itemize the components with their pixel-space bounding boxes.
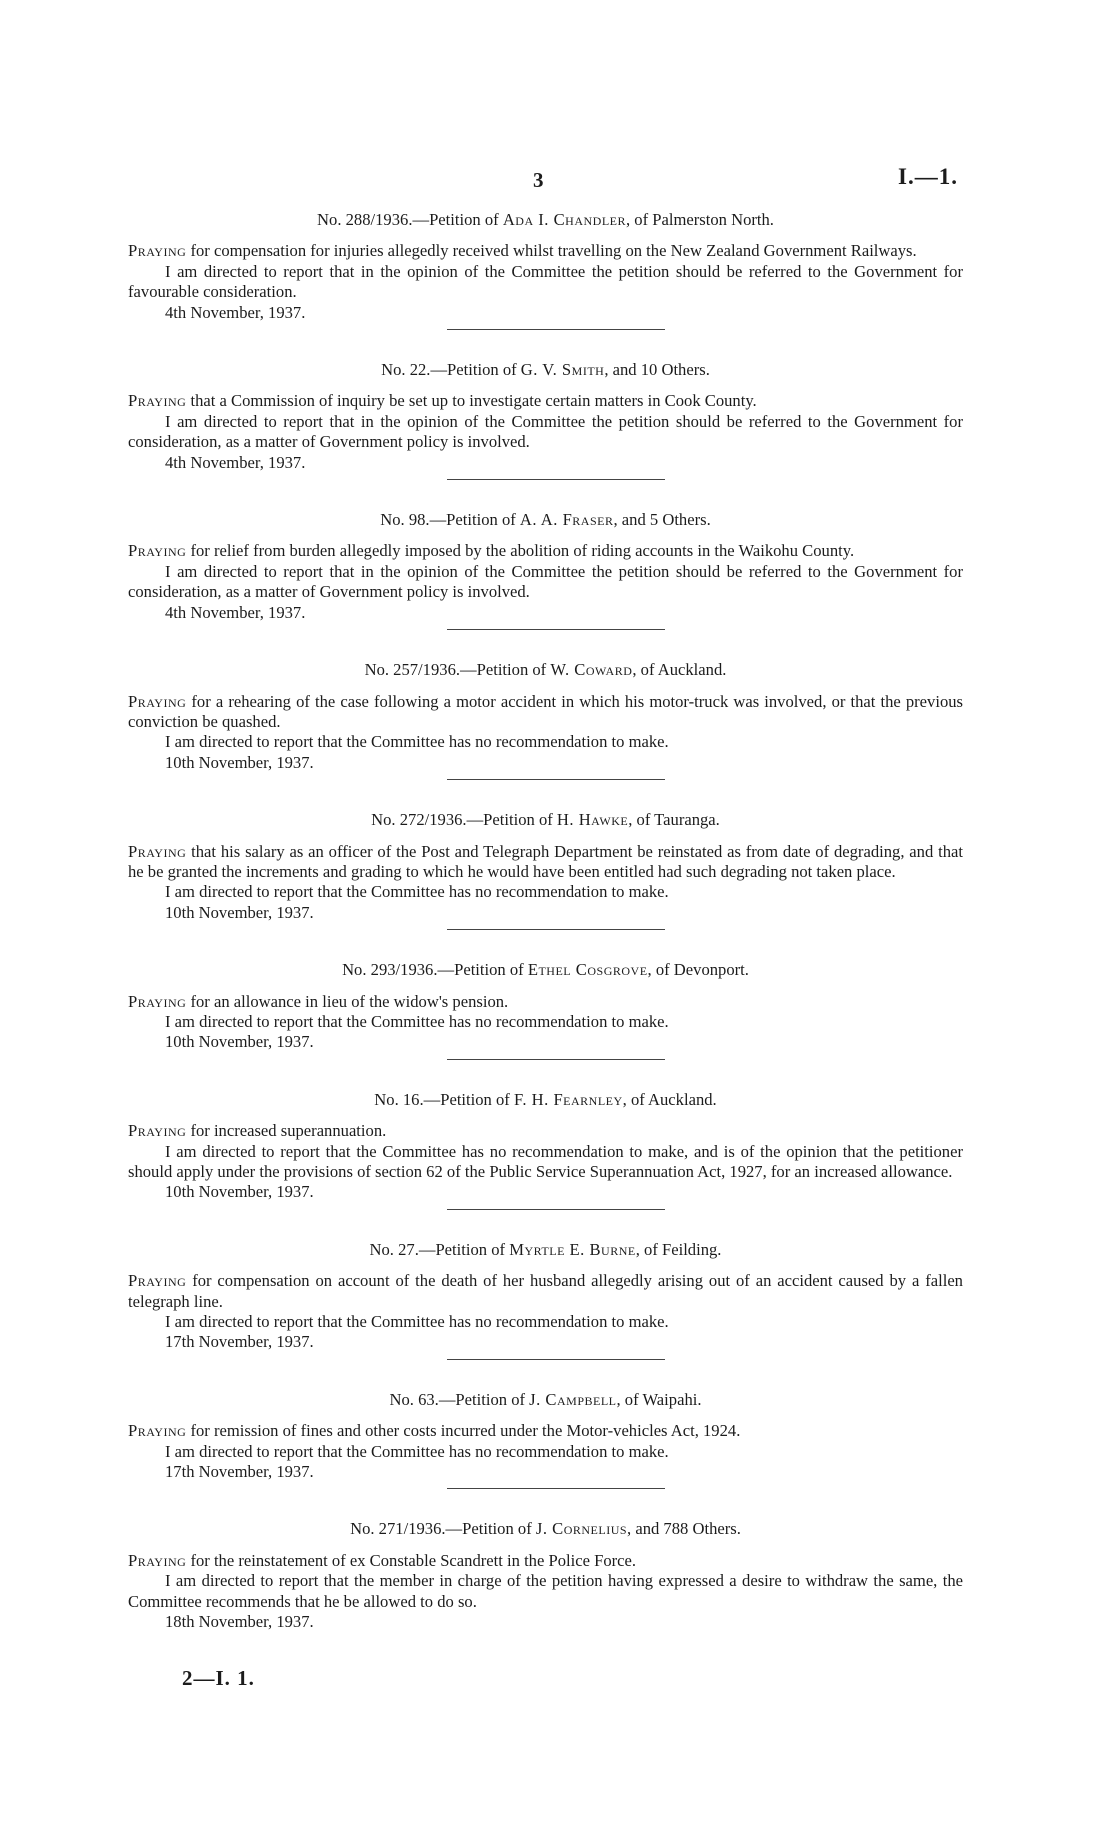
praying-word: Praying [128, 391, 187, 411]
petition-number: No. 63. [389, 1389, 439, 1409]
petition-prayer [128, 241, 963, 261]
committee-report: I am directed to report that the Committee has no recommendation to make. [165, 1312, 669, 1332]
section-divider [447, 1059, 665, 1060]
petition-entry [128, 360, 963, 480]
petitioner-location: , and 5 Others. [613, 510, 711, 530]
committee-report: I am directed to report that in the opinion of the Committee the petition should be referred to the Government for consideration, as a matter of Government policy is involved. [128, 561, 963, 602]
committee-report: I am directed to report that the member in charge of the petition having expressed a desire to withdraw the same, the Committee recommends that he be allowed to do so. [128, 1571, 963, 1611]
petition-prayer [128, 842, 963, 883]
committee-report: I am directed to report that the Committee has no recommendation to make. [165, 1011, 669, 1031]
petition-number: No. 271/1936. [350, 1519, 446, 1539]
petition-heading [128, 510, 963, 530]
praying-word: Praying [128, 1271, 187, 1291]
footer-reference: 2—I. 1. [182, 1666, 255, 1690]
petitioner-location: , of Waipahi. [616, 1389, 702, 1409]
report-date: 17th November, 1937. [165, 1332, 314, 1352]
praying-text: for an allowance in lieu of the widow's pension. [190, 991, 509, 1011]
petitioner-location: , of Tauranga. [628, 810, 720, 830]
petition-entry [128, 210, 963, 330]
petition-prayer [128, 1421, 963, 1441]
petition-number: No. 257/1936. [364, 660, 461, 680]
praying-text: for compensation on account of the death of her husband allegedly arising out of an accident caused by a fallen telegraph line. [128, 1271, 963, 1311]
praying-text: for increased superannuation. [190, 1121, 387, 1141]
petition-entry [128, 1390, 963, 1490]
petition-number: No. 293/1936. [342, 960, 438, 980]
petition-heading [128, 810, 963, 830]
petition-entry [128, 660, 963, 780]
report-date: 4th November, 1937. [165, 602, 306, 622]
petition-prayer [128, 1551, 963, 1571]
section-divider [447, 1359, 665, 1360]
petitioner-location: , of Auckland. [622, 1089, 717, 1109]
petitioner-location: , and 788 Others. [627, 1519, 741, 1539]
petitioner-name: W. Coward [550, 660, 633, 680]
petitioner-location: , and 10 Others. [604, 360, 710, 380]
petition-entry [128, 960, 963, 1060]
praying-word: Praying [128, 1550, 187, 1570]
page-number: 3 [533, 168, 544, 192]
petitioner-name: Ethel Cosgrove [527, 960, 648, 980]
report-date: 4th November, 1937. [165, 302, 306, 322]
praying-text: for a rehearing of the case following a motor accident in which his motor-truck was involved, or that the previous conviction be quashed. [128, 691, 963, 731]
petitioner-location: , of Devonport. [647, 960, 749, 980]
petition-of-text: —Petition of [418, 1239, 510, 1259]
praying-word: Praying [128, 1421, 187, 1441]
petitioner-name: J. Campbell [529, 1389, 617, 1409]
petitioner-location: , of Palmerston North. [626, 210, 774, 229]
petition-entry [128, 1240, 963, 1360]
petitioner-name: A. A. Fraser [519, 510, 614, 530]
petition-of-text: —Petition of [460, 660, 551, 680]
committee-report: I am directed to report that in the opinion of the Committee the petition should be referred to the Government for favourable consideration. [128, 261, 963, 302]
committee-report: I am directed to report that in the opinion of the Committee the petition should be referred to the Government for consideration, as a matter of Government policy is involved. [128, 411, 963, 452]
praying-word: Praying [128, 1121, 187, 1141]
praying-word: Praying [128, 691, 187, 711]
section-divider [447, 329, 665, 330]
report-date: 18th November, 1937. [165, 1612, 314, 1632]
report-date: 10th November, 1937. [165, 902, 314, 922]
petition-heading [128, 210, 963, 230]
petition-list [128, 210, 963, 1633]
petition-number: No. 288/1936. [317, 210, 413, 229]
section-divider [447, 479, 665, 480]
petition-prayer [128, 541, 963, 561]
petition-prayer [128, 1271, 963, 1312]
petition-of-text: —Petition of [423, 1089, 514, 1109]
petition-prayer [128, 992, 963, 1012]
document-reference: I.—1. [898, 164, 958, 189]
petition-number: No. 272/1936. [371, 810, 467, 830]
section-divider [447, 629, 665, 630]
praying-word: Praying [128, 841, 187, 861]
petition-heading [128, 360, 963, 380]
petitioner-name: Ada I. Chandler [502, 210, 626, 229]
petitioner-name: J. Cornelius [535, 1519, 628, 1539]
petition-of-text: —Petition of [412, 210, 503, 229]
petition-number: No. 16. [374, 1089, 424, 1109]
petition-heading [128, 1519, 963, 1539]
petition-entry [128, 510, 963, 630]
section-divider [447, 779, 665, 780]
praying-text: that his salary as an officer of the Post and Telegraph Department be reinstated as from date of degrading, and that he be granted the increments and grading to which he would have been entitled had such degrading not taken place. [128, 841, 963, 881]
section-divider [447, 929, 665, 930]
petition-of-text: —Petition of [430, 360, 521, 380]
petition-heading [128, 960, 963, 980]
petition-heading [128, 1390, 963, 1410]
report-date: 10th November, 1937. [165, 752, 314, 772]
praying-word: Praying [128, 241, 187, 261]
committee-report: I am directed to report that the Committee has no recommendation to make. [165, 882, 669, 902]
committee-report: I am directed to report that the Committee has no recommendation to make. [165, 732, 669, 752]
petitioner-name: G. V. Smith [520, 360, 605, 380]
petitioner-location: , of Auckland. [632, 660, 727, 680]
petition-of-text: —Petition of [437, 960, 528, 980]
petitioner-location: , of Feilding. [635, 1239, 722, 1259]
petitioner-name: H. Hawke [556, 810, 629, 830]
report-date: 4th November, 1937. [165, 452, 306, 472]
petition-heading [128, 660, 963, 680]
petition-prayer [128, 391, 963, 411]
petition-entry [128, 1519, 963, 1632]
petition-heading [128, 1240, 963, 1260]
committee-report: I am directed to report that the Committee has no recommendation to make, and is of the opinion that the petitioner should apply under the provisions of section 62 of the Public Service Superannuation Act, 1927, for an increased allowance. [128, 1141, 963, 1181]
report-date: 10th November, 1937. [165, 1182, 314, 1202]
petition-prayer [128, 1121, 963, 1141]
petition-entry [128, 1090, 963, 1210]
committee-report: I am directed to report that the Committee has no recommendation to make. [165, 1441, 669, 1461]
praying-text: for relief from burden allegedly imposed by the abolition of riding accounts in the Waikohu County. [190, 541, 855, 561]
petition-of-text: —Petition of [429, 510, 520, 530]
petition-heading [128, 1090, 963, 1110]
petition-number: No. 98. [380, 510, 430, 530]
petition-entry [128, 810, 963, 930]
petitioner-name: F. H. Fearnley [513, 1089, 623, 1109]
praying-word: Praying [128, 991, 187, 1011]
petition-of-text: —Petition of [466, 810, 557, 830]
report-date: 17th November, 1937. [165, 1462, 314, 1482]
petition-number: No. 27. [369, 1239, 419, 1259]
petitioner-name: Myrtle E. Burne [509, 1239, 636, 1259]
petition-number: No. 22. [381, 360, 431, 380]
praying-text: for compensation for injuries allegedly received whilst travelling on the New Zealand Government Railways. [190, 241, 917, 261]
petition-prayer [128, 692, 963, 733]
praying-word: Praying [128, 541, 187, 561]
petition-of-text: —Petition of [438, 1389, 530, 1409]
report-date: 10th November, 1937. [165, 1032, 314, 1052]
praying-text: that a Commission of inquiry be set up to investigate certain matters in Cook County. [190, 391, 757, 411]
petition-of-text: —Petition of [445, 1519, 536, 1539]
section-divider [447, 1488, 665, 1489]
section-divider [447, 1209, 665, 1210]
praying-text: for remission of fines and other costs incurred under the Motor-vehicles Act, 1924. [190, 1421, 741, 1441]
praying-text: for the reinstatement of ex Constable Scandrett in the Police Force. [190, 1550, 637, 1570]
